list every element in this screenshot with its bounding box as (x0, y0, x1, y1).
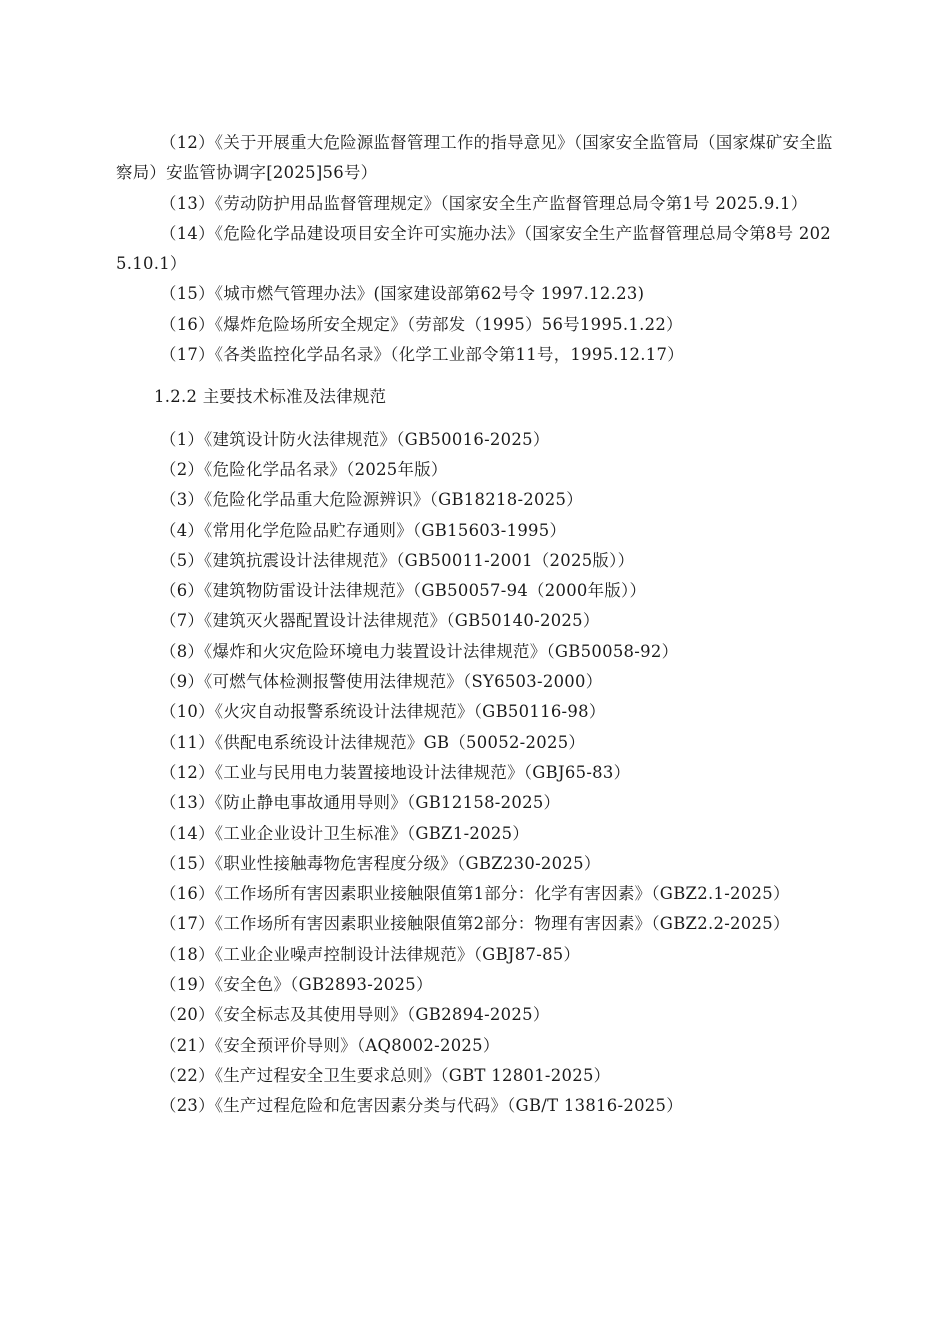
regulation-item-16: （16）《爆炸危险场所安全规定》（劳部发（1995）56号1995.1.22） (160, 314, 683, 334)
document-body (116, 128, 836, 1122)
standard-item-20: （20）《安全标志及其使用导则》（GB2894-2025） (160, 1005, 550, 1025)
standard-item-18: （18）《工业企业噪声控制设计法律规范》（GBJ87-85） (160, 944, 581, 964)
regulation-item-13: （13）《劳动防护用品监督管理规定》（国家安全生产监督管理总局令第1号 2025.9.1） (160, 193, 808, 213)
standard-item-2: （2）《危险化学品名录》（2025年版） (160, 459, 448, 479)
standard-item-23: （23）《生产过程危险和危害因素分类与代码》（GB/T 13816-2025） (160, 1096, 683, 1116)
standard-item-16: （16）《工作场所有害因素职业接触限值第1部分：化学有害因素》（GBZ2.1-2025） (160, 884, 790, 904)
standard-item-7: （7）《建筑灭火器配置设计法律规范》（GB50140-2025） (160, 611, 600, 631)
standard-item-10: （10）《火灾自动报警系统设计法律规范》（GB50116-98） (160, 702, 606, 722)
regulation-item-17: （17）《各类监控化学品名录》（化学工业部令第11号，1995.12.17） (160, 345, 684, 365)
standard-item-22: （22）《生产过程安全卫生要求总则》（GBT 12801-2025） (160, 1065, 611, 1085)
standard-item-11: （11）《供配电系统设计法律规范》GB（50052-2025） (160, 732, 586, 752)
regulation-item-14: （14）《危险化学品建设项目安全许可实施办法》（国家安全生产监督管理总局令第8号 2025.10.1） (116, 223, 832, 274)
standards-list (116, 425, 836, 1122)
standard-item-3: （3）《危险化学品重大危险源辨识》（GB18218-2025） (160, 490, 583, 510)
standard-item-8: （8）《爆炸和火灾危险环境电力装置设计法律规范》（GB50058-92） (160, 641, 679, 661)
standard-item-21: （21）《安全预评价导则》（AQ8002-2025） (160, 1035, 500, 1055)
standard-item-5: （5）《建筑抗震设计法律规范》（GB50011-2001（2025版）） (160, 550, 635, 570)
standard-item-15: （15）《职业性接触毒物危害程度分级》（GBZ230-2025） (160, 853, 601, 873)
regulation-item-12: （12）《关于开展重大危险源监督管理工作的指导意见》（国家安全监管局（国家煤矿安全监察局）安监管协调字[2025]56号） (116, 133, 833, 183)
standard-item-6: （6）《建筑物防雷设计法律规范》（GB50057-94（2000年版）） (160, 581, 647, 601)
regulations-list (116, 128, 836, 370)
standard-item-17: （17）《工作场所有害因素职业接触限值第2部分：物理有害因素》（GBZ2.2-2025） (160, 914, 790, 934)
regulation-item-15: （15）《城市燃气管理办法》(国家建设部第62号令 1997.12.23) (160, 284, 645, 304)
standard-item-12: （12）《工业与民用电力装置接地设计法律规范》（GBJ65-83） (160, 762, 631, 782)
standard-item-4: （4）《常用化学危险品贮存通则》（GB15603-1995） (160, 520, 567, 540)
standard-item-14: （14）《工业企业设计卫生标准》（GBZ1-2025） (160, 823, 530, 843)
standard-item-13: （13）《防止静电事故通用导则》（GB12158-2025） (160, 793, 561, 813)
standard-item-1: （1）《建筑设计防火法律规范》（GB50016-2025） (160, 429, 550, 449)
standard-item-9: （9）《可燃气体检测报警使用法律规范》（SY6503-2000） (160, 672, 603, 692)
standard-item-19: （19）《安全色》（GB2893-2025） (160, 975, 433, 995)
section-heading: 1.2.2 主要技术标准及法律规范 (154, 387, 387, 407)
